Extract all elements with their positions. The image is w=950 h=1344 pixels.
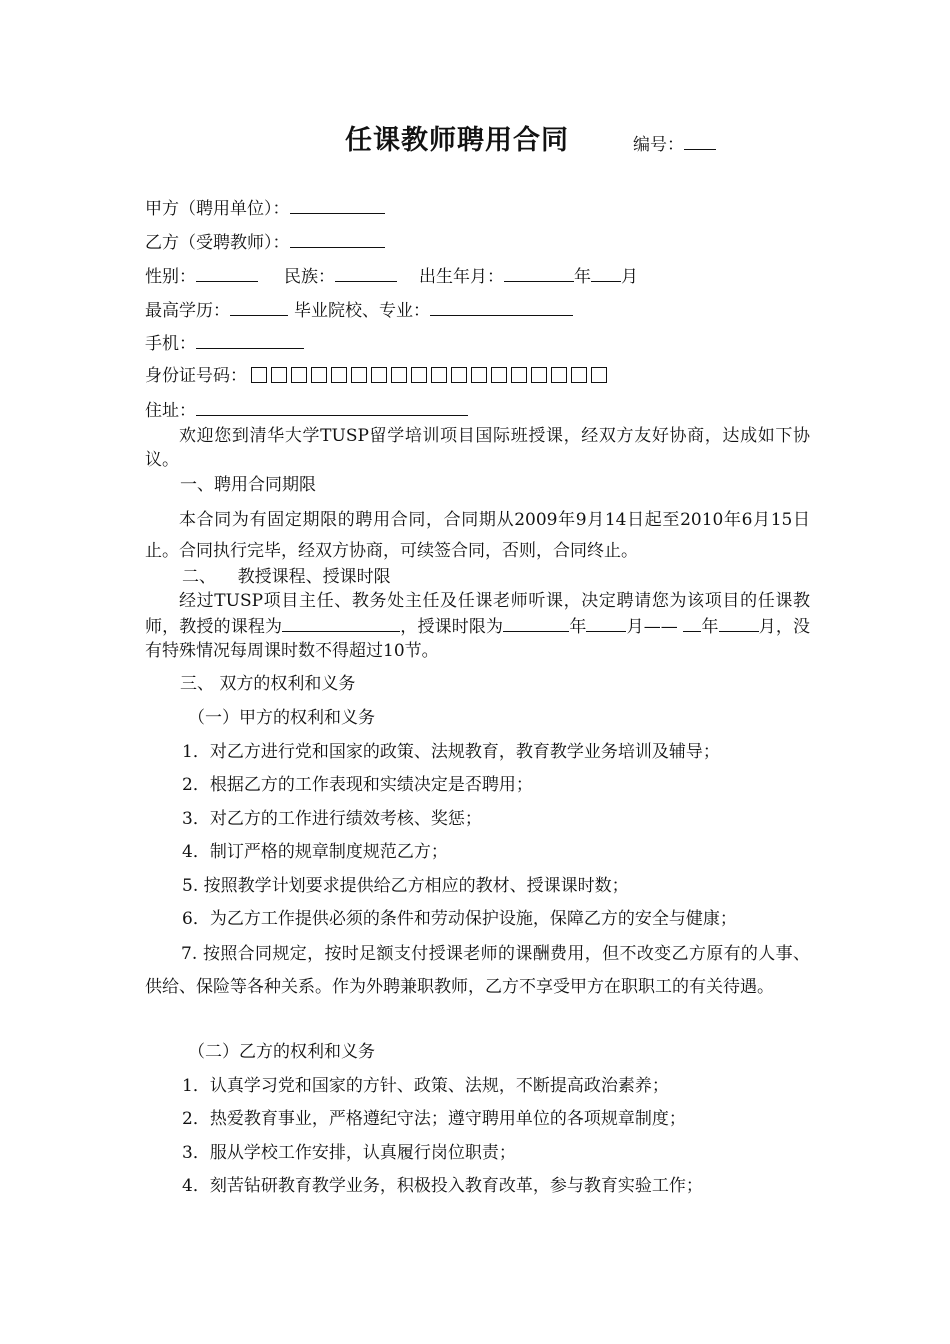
school-major-blank[interactable] [430,297,573,316]
party-a-blank[interactable] [290,195,385,214]
party-b-item: 1．认真学习党和国家的方针、政策、法规，不断提高政治素养； [182,1076,669,1096]
serial-label: 编号： [633,135,684,155]
gender-label: 性别： [145,267,196,287]
section2-year2: 年 [701,617,719,637]
id-box[interactable] [571,367,587,383]
section2-title: 二、 教授课程、授课时限 [182,567,391,587]
gender-blank[interactable] [196,263,258,282]
party-a-line [145,195,385,221]
phone-blank[interactable] [196,330,304,349]
id-box[interactable] [351,367,367,383]
id-box[interactable] [251,367,267,383]
course-blank[interactable] [282,613,400,632]
id-box[interactable] [271,367,287,383]
party-a-item: 1．对乙方进行党和国家的政策、法规教育，教育教学业务培训及辅导； [182,742,720,762]
section2-text-a: 经过TUSP项目主任、教务处主任及任课老师听课，决定聘请您为该项目的任课教师，教授的课程为 [145,591,810,637]
id-number-line [145,364,611,388]
id-box[interactable] [291,367,307,383]
party-a-item: 6．为乙方工作提供必须的条件和劳动保护设施，保障乙方的安全与健康； [182,909,737,929]
id-box[interactable] [391,367,407,383]
section2-text-b: ，授课时限为 [400,617,504,637]
party-a-item: 4．制订严格的规章制度规范乙方； [182,842,448,862]
party-a-rights-title: （一）甲方的权利和义务 [188,708,375,728]
id-box[interactable] [371,367,387,383]
section2-text-c: 月，没有特殊情况每周课时数不得超过10节。 [145,617,811,661]
section1-body: 本合同为有固定期限的聘用合同，合同期从2009年9月14日起至2010年6月15日止。合同执行完毕，经双方协商，可续签合同，否则，合同终止。 [145,510,810,561]
party-b-label: 乙方（受聘教师）： [145,233,290,253]
id-box[interactable] [471,367,487,383]
party-b-item: 2．热爱教育事业，严格遵纪守法；遵守聘用单位的各项规章制度； [182,1109,686,1129]
address-label: 住址： [145,401,196,421]
term-month-blank[interactable] [586,613,626,632]
section2-body [145,589,810,663]
id-box[interactable] [331,367,347,383]
id-box[interactable] [591,367,607,383]
section1-title: 一、聘用合同期限 [180,475,316,495]
serial-blank[interactable] [684,133,716,150]
education-line [145,297,573,323]
section2-month-dash: 月—— [626,617,678,637]
birth-month-blank[interactable] [591,263,621,282]
id-box[interactable] [491,367,507,383]
section2-year: 年 [569,617,587,637]
school-major-label: 毕业院校、专业： [294,301,430,321]
party-b-line [145,229,385,255]
id-box[interactable] [431,367,447,383]
title-row [0,118,950,162]
id-box[interactable] [511,367,527,383]
id-box[interactable] [411,367,427,383]
party-a-item: 3．对乙方的工作进行绩效考核、奖惩； [182,809,482,829]
id-box[interactable] [451,367,467,383]
section3-title: 三、 双方的权利和义务 [180,674,356,694]
party-b-blank[interactable] [290,229,385,248]
birth-label: 出生年月： [419,267,504,287]
id-number-label: 身份证号码： [145,366,247,386]
party-a-item: 5. 按照教学计划要求提供给乙方相应的教材、授课课时数； [182,876,629,896]
phone-line [145,330,304,356]
education-blank[interactable] [230,297,288,316]
term-year2-blank[interactable] [683,613,701,632]
personal-info-line [145,263,638,289]
education-label: 最高学历： [145,301,230,321]
party-b-item: 4．刻苦钻研教育教学业务，积极投入教育改革，参与教育实验工作； [182,1176,703,1196]
id-box[interactable] [311,367,327,383]
id-number-boxes[interactable] [251,366,611,386]
term-year-blank[interactable] [503,613,569,632]
id-box[interactable] [531,367,547,383]
party-a-label: 甲方（聘用单位）： [145,199,290,219]
birth-month-label: 月 [621,267,638,287]
birth-year-blank[interactable] [504,263,574,282]
ethnicity-blank[interactable] [335,263,397,282]
term-month2-blank[interactable] [719,613,759,632]
party-b-rights-title: （二）乙方的权利和义务 [188,1042,375,1062]
party-a-item-7: 7. 按照合同规定，按时足额支付授课老师的课酬费用，但不改变乙方原有的人事、供给、保险等各种关系。作为外聘兼职教师，乙方不享受甲方在职职工的有关待遇。 [145,944,810,997]
party-b-item: 3．服从学校工作安排，认真履行岗位职责； [182,1143,516,1163]
address-blank[interactable] [196,397,468,416]
serial-number [633,130,716,155]
address-line [145,397,468,423]
id-box[interactable] [551,367,567,383]
birth-year-label: 年 [574,267,591,287]
ethnicity-label: 民族： [284,267,335,287]
phone-label: 手机： [145,334,196,354]
intro-paragraph: 欢迎您到清华大学TUSP留学培训项目国际班授课，经双方友好协商，达成如下协议。 [145,426,810,470]
document-title: 任课教师聘用合同 [345,125,569,156]
party-a-item: 2．根据乙方的工作表现和实绩决定是否聘用； [182,775,533,795]
